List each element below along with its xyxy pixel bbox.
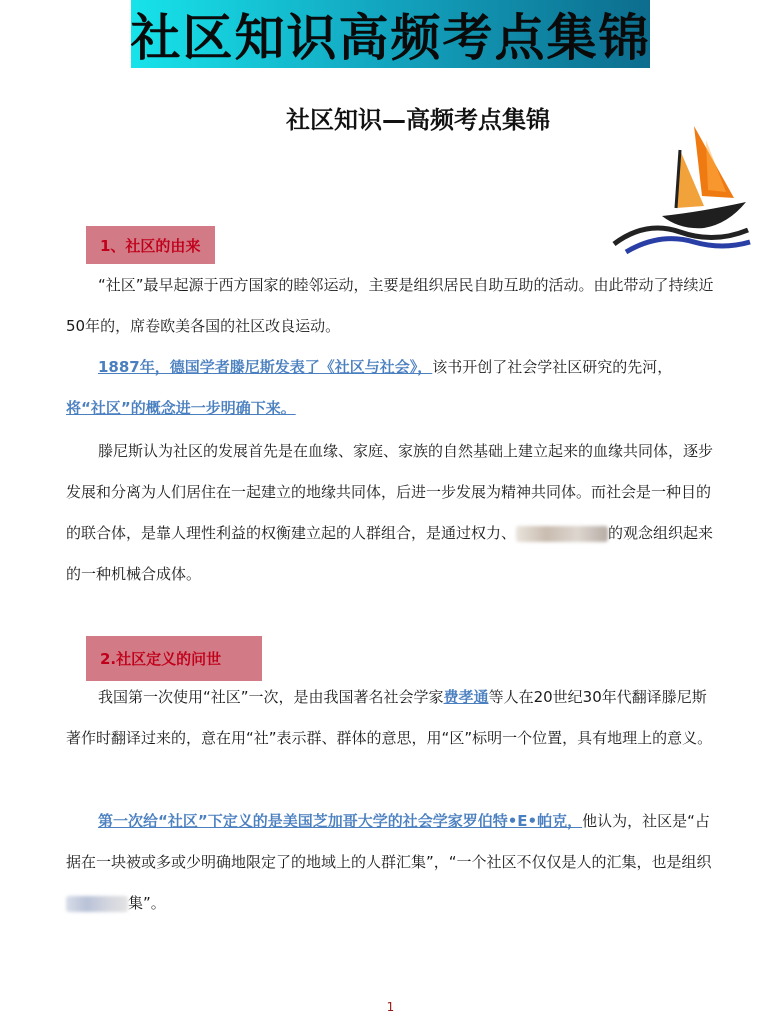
wave-2 (626, 239, 750, 252)
hull (662, 202, 746, 228)
tonnies-book-link[interactable]: 1887年，德国学者滕尼斯发表了《社区与社会》， (98, 358, 433, 376)
section-2-heading-text: 2.社区定义的问世 (100, 650, 222, 668)
section-2-heading (86, 636, 262, 681)
section-1-paragraph-2: 1887年，德国学者滕尼斯发表了《社区与社会》，该书开创了社会学社区研究的先河， 将“社区”的概念进一步明确下来。 (66, 358, 673, 417)
section-1-paragraph-1: “社区”最早起源于西方国家的睦邻运动，主要是组织居民自助互助的活动。由此带动了持续近50年的，席卷欧美各国的社区改良运动。 (66, 276, 714, 335)
fei-xiaotong-link[interactable]: 费孝通 (443, 688, 489, 706)
section-1-paragraph-3: 滕尼斯认为社区的发展首先是在血缘、家庭、家族的自然基础上建立起来的血缘共同体，逐步发展和分离为人们居住在一起建立的地缘共同体，后进一步发展为精神共同体。而社会是一种目的的联合体，是靠人理性利益的权衡建立起的人群组合，是通过权力、 的观念组织起来的一种机械合成体。 (66, 442, 714, 583)
page-number: 1 (386, 1000, 395, 1014)
redacted-text-2 (66, 896, 128, 912)
header-banner (131, 0, 650, 68)
redacted-text (516, 526, 608, 542)
banner-title: 社区知识高频考点集锦 (130, 8, 651, 67)
page-title: 社区知识—高频考点集锦 (286, 106, 550, 134)
section-2-paragraph-2: 第一次给“社区”下定义的是美国芝加哥大学的社会学家罗伯特•E•帕克，他认为，社区是“占据在一块被或多或少明确地限定了的地域上的人群汇集”，“一个社区不仅仅是人的汇集，也是组织集”。 (66, 812, 712, 912)
section-2-paragraph-1: 我国第一次使用“社区”一次，是由我国著名社会学家费孝通等人在20世纪30年代翻译滕尼斯著作时翻译过来的，意在用“社”表示群、群体的意思，用“区”标明一个位置，具有地理上的意义。 (66, 688, 713, 747)
park-definition-link[interactable]: 第一次给“社区”下定义的是美国芝加哥大学的社会学家罗伯特•E•帕克， (98, 812, 583, 830)
sailboat-icon (610, 120, 752, 256)
section-1-heading (86, 226, 215, 264)
community-concept-link[interactable]: 将“社区”的概念进一步明确下来。 (66, 399, 296, 417)
section-1-heading-text: 1、社区的由来 (100, 236, 201, 255)
